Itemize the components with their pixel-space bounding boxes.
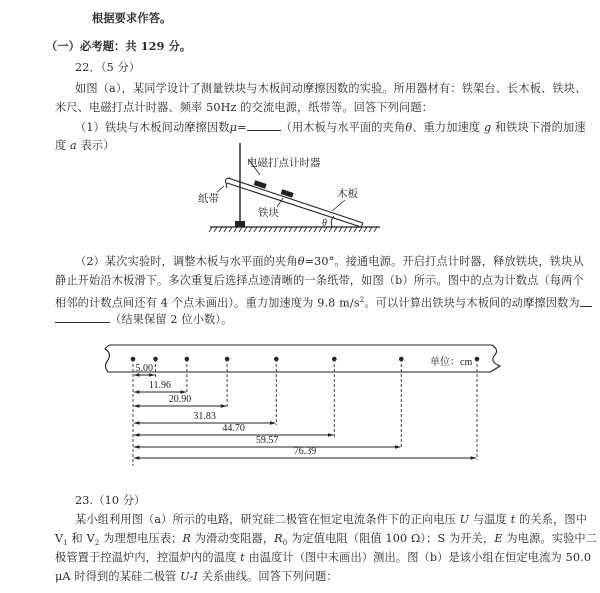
q23-text-b: 与温度 bbox=[469, 513, 511, 526]
q22-number: 22．（5 分） bbox=[75, 61, 141, 74]
q22-part1-text-b: （用木板与水平面的夹角 bbox=[280, 121, 406, 134]
q22-part2-line2: 静止开始沿木板滑下。多次重复后选择点迹清晰的一条纸带，如图（b）所示。图中的点为计数点（每两个 bbox=[55, 274, 584, 287]
distance-label: 11.96 bbox=[148, 380, 171, 391]
distance-label: 76.39 bbox=[293, 446, 317, 457]
q22-part2-text-c: 相邻的计数点间还有 4 个点未画出）。重力加速度为 9.8 m/s bbox=[55, 296, 360, 310]
a-symbol: a bbox=[70, 139, 77, 152]
q22-part1-text-f: 表示） bbox=[76, 139, 115, 152]
q23-text-d: 和 V bbox=[67, 532, 95, 545]
q23-text-k: μA 时得到的某硅二极管 bbox=[55, 570, 181, 583]
board-label: 木板 bbox=[337, 188, 358, 200]
t-symbol: t bbox=[510, 513, 516, 526]
q22-part1-text-c: 、重力加速度 bbox=[412, 121, 484, 134]
q22-stem-line2: 米尺、电磁打点计时器、频率 50Hz 的交流电源，纸带等。回答下列问题： bbox=[55, 101, 434, 114]
r-symbol: R bbox=[182, 532, 192, 545]
v1-symbol: V bbox=[55, 532, 64, 545]
v1-subscript: 1 bbox=[63, 539, 68, 548]
q23-text-g: 为定值电阻（阻值 100 Ω）；S 为开关， bbox=[287, 532, 495, 545]
angle-label: θ bbox=[322, 218, 327, 229]
q23-text-j: 由温度计（图中未画出）测出。图（b）是该小组在恒定电流为 50.0 bbox=[244, 551, 592, 564]
q23-text-l: 关系曲线。回答下列问题： bbox=[198, 570, 338, 583]
distance-label: 59.57 bbox=[255, 435, 279, 446]
q23-text-h: 为电源。实验中二 bbox=[502, 532, 598, 545]
distance-label: 20.90 bbox=[168, 394, 192, 405]
v2-subscript: 2 bbox=[94, 539, 100, 548]
t-symbol-2: t bbox=[240, 551, 245, 564]
tape-label: 纸带 bbox=[198, 193, 219, 205]
r0-subscript: 0 bbox=[282, 539, 288, 548]
distance-label: 31.83 bbox=[193, 411, 216, 422]
q23-text-a: 某小组利用图（a）所示的电路，研究硅二极管在恒定电流条件下的正向电压 bbox=[75, 513, 460, 526]
equals-sign: = bbox=[237, 121, 247, 134]
distance-label: 5.00 bbox=[135, 363, 154, 374]
unit-label: 单位：cm bbox=[430, 357, 473, 368]
intro-text: 根据要求作答。 bbox=[92, 11, 172, 25]
q23-text-f: 为滑动变阻器， bbox=[191, 532, 275, 545]
theta-symbol: θ bbox=[405, 121, 413, 134]
q22-part1-text: （1）铁块与木板间动摩擦因数 bbox=[75, 121, 230, 134]
q23-line1 bbox=[75, 513, 587, 527]
q22-stem-line1: 如图（a），某同学设计了测量铁块与木板间动摩擦因数的实验。所用器材有：铁架台、长木板、铁块、 bbox=[75, 82, 587, 95]
q23-number: 23.（10 分） bbox=[75, 494, 146, 507]
q22-part2-text-d: 。可以计算出铁块与木板间的动摩擦因数为 bbox=[364, 296, 580, 310]
superscript-2: 2 bbox=[359, 296, 365, 304]
q22-part1-text-d: 和铁块下滑的加速 bbox=[491, 121, 586, 134]
u-symbol: U bbox=[459, 513, 470, 526]
q22-part2-text-e: （结果保留 2 位小数）。 bbox=[110, 313, 233, 326]
g-symbol: g bbox=[483, 121, 492, 134]
mu-symbol: μ bbox=[229, 121, 238, 134]
timer-label: 电磁打点计时器 bbox=[247, 157, 321, 169]
section-heading: （一）必考题：共 129 分。 bbox=[46, 39, 192, 53]
q22-part2-text-b: =30°。接通电源。开启打点计时器，释放铁块，铁块从 bbox=[304, 255, 584, 268]
r0-symbol: R bbox=[274, 532, 283, 545]
q23-line3 bbox=[55, 551, 591, 565]
q23-line2 bbox=[55, 532, 597, 550]
q22-part2-text-a: （2）某次实验时，调整木板与水平面的夹角 bbox=[75, 255, 298, 268]
ui-symbol: U-I bbox=[180, 570, 198, 583]
q22-part1-text-e: 度 bbox=[55, 139, 71, 152]
theta-symbol-2: θ bbox=[297, 255, 305, 268]
q23-text-c: 的关系，图中 bbox=[515, 513, 588, 526]
q23-text-i: 极管置于控温炉内，控温炉内的温度 bbox=[55, 551, 241, 564]
q23-text-e: 为理想电压表； bbox=[99, 532, 183, 545]
q23-line4 bbox=[55, 570, 338, 584]
distance-label: 44.70 bbox=[222, 423, 245, 434]
block-label: 铁块 bbox=[258, 207, 279, 219]
e-symbol: E bbox=[494, 532, 503, 545]
